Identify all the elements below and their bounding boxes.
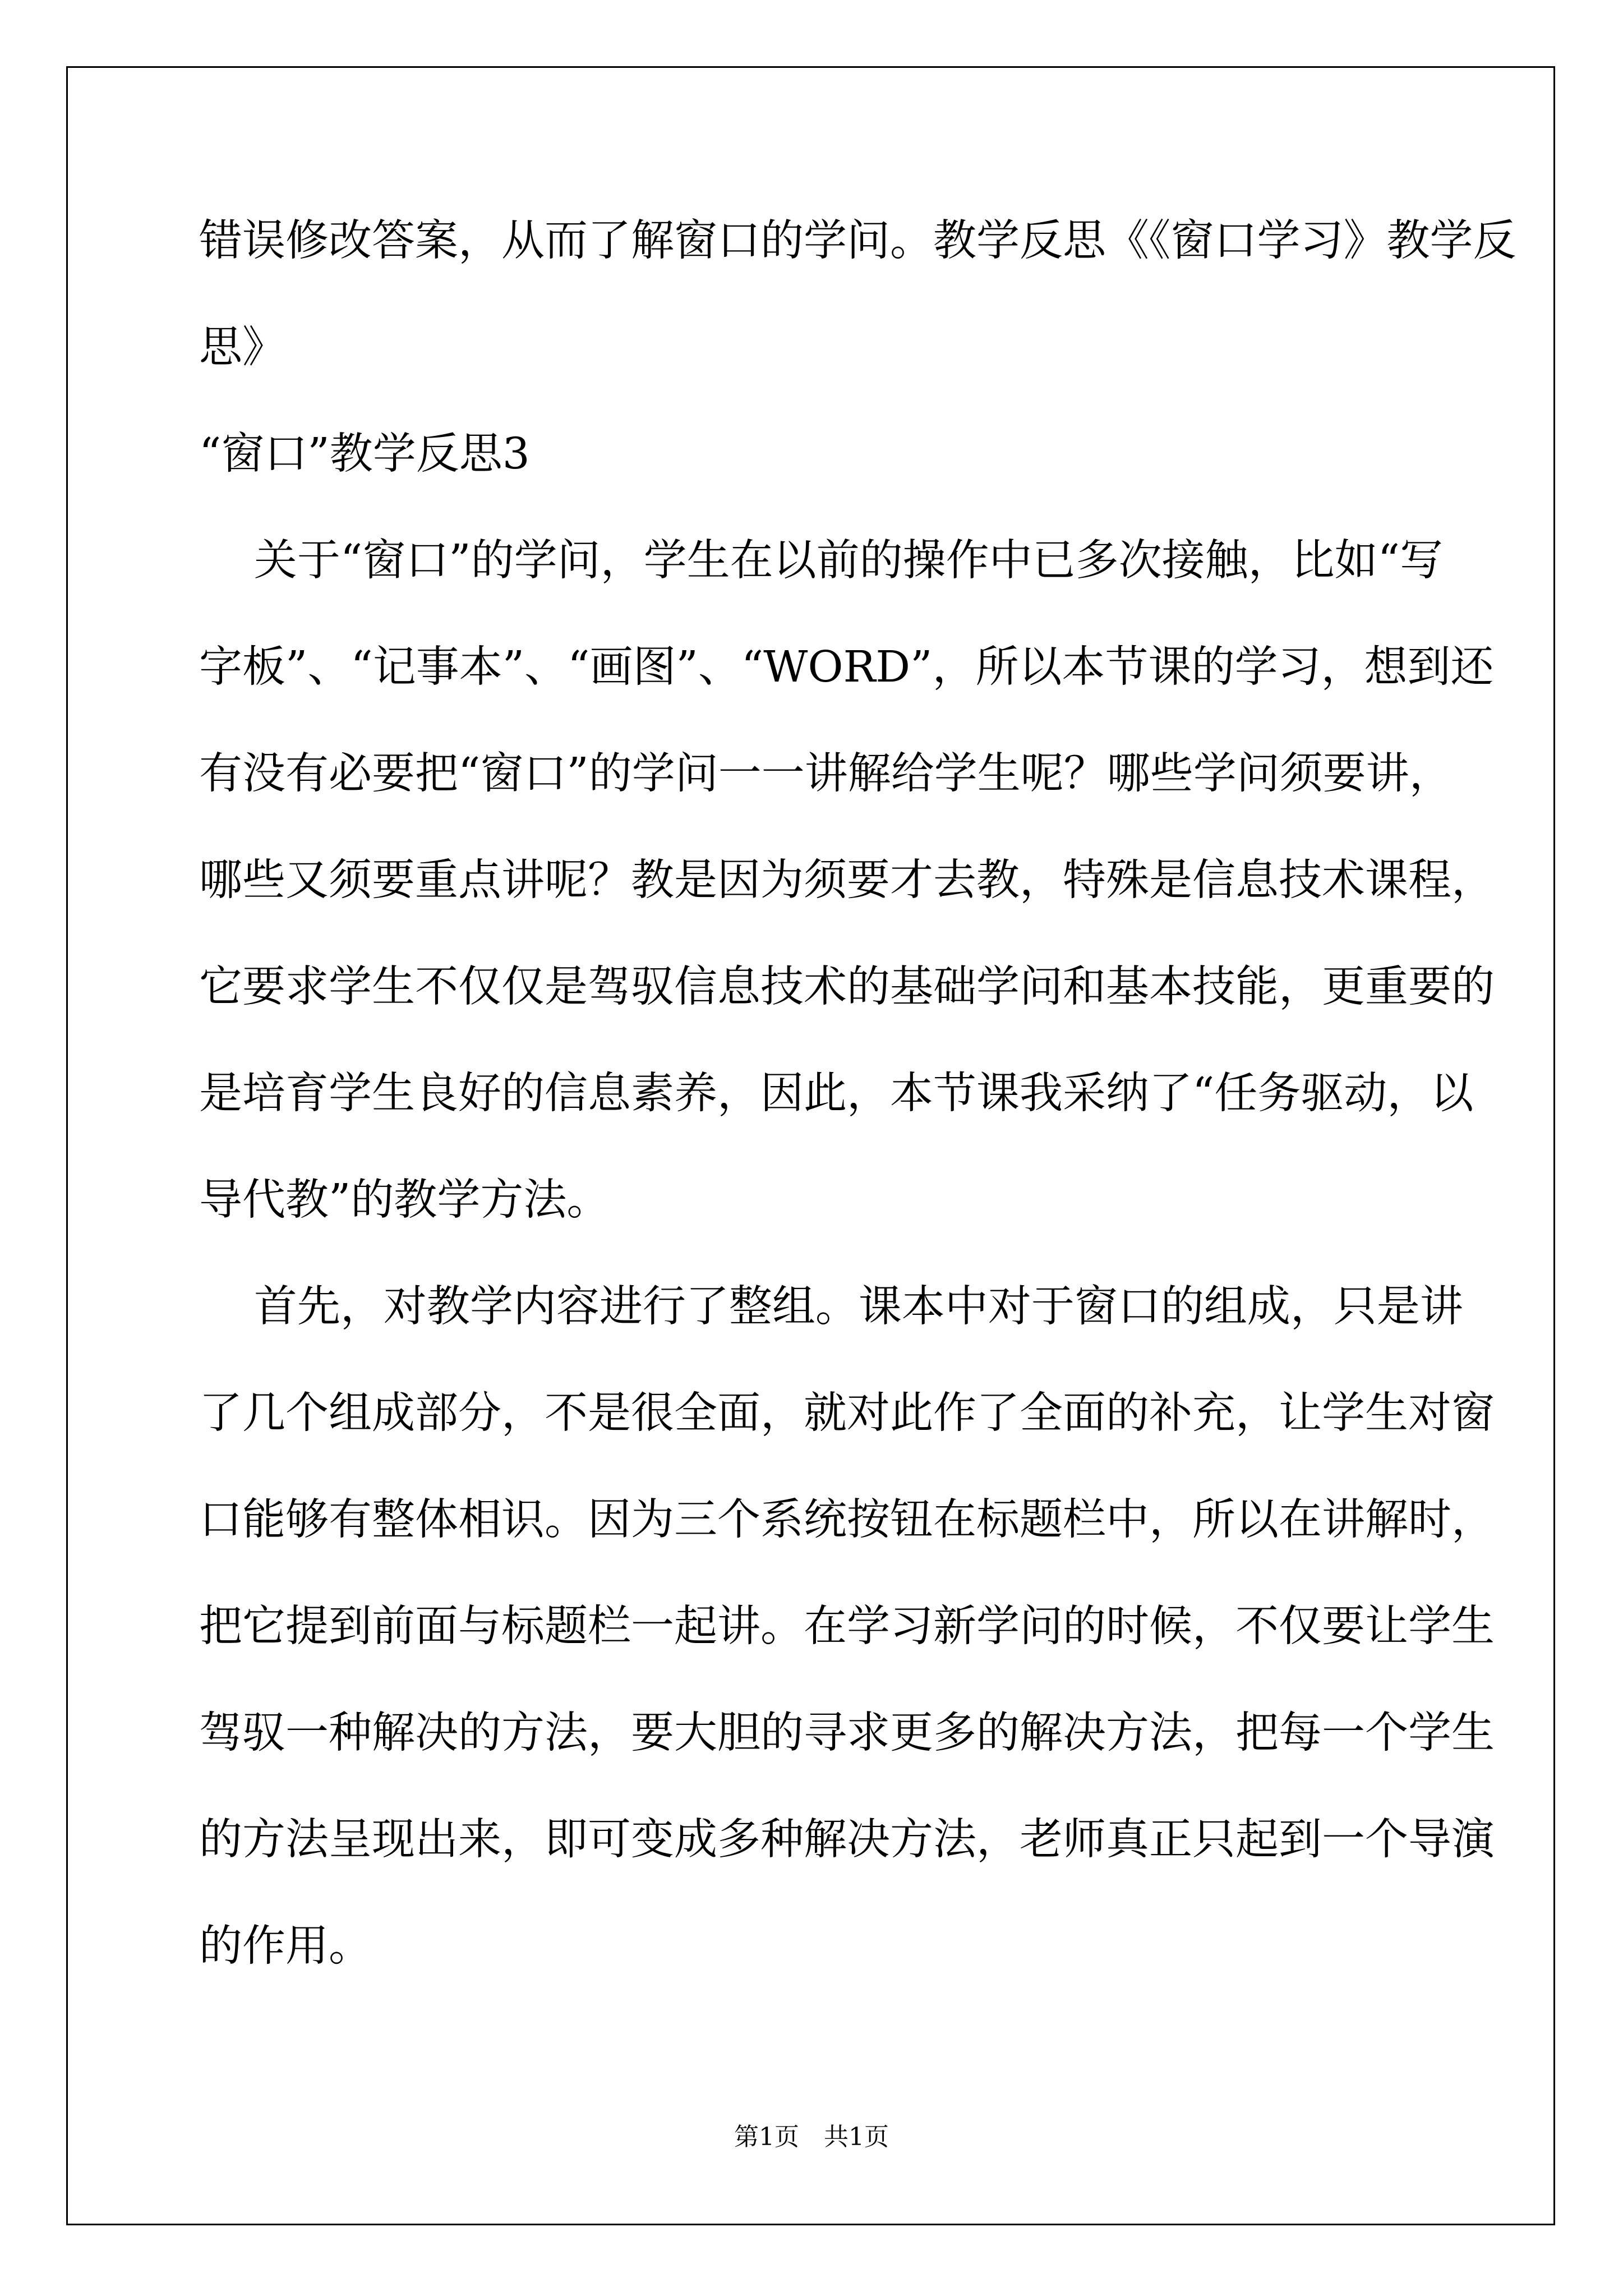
page-footer: 第1页 共1页 (734, 2123, 889, 2151)
text-line: 首先，对教学内容进行了整组。课本中对于窗口的组成，只是讲 (199, 1282, 1463, 1332)
text-line: 关于“窗口”的学问，学生在以前的操作中已多次接触，比如“写 (199, 536, 1443, 586)
text-line: 思》 (199, 323, 285, 372)
text-line: 导代教”的教学方法。 (199, 1175, 610, 1225)
text-line: 字板”、“记事本”、“画图”、“WORD”，所以本节课的学习，想到还 (199, 642, 1494, 692)
text-line: 哪些又须要重点讲呢？教是因为须要才去教，特殊是信息技术课程， (199, 855, 1495, 905)
text-line: 口能够有整体相识。因为三个系统按钮在标题栏中，所以在讲解时， (199, 1495, 1495, 1545)
text-line: 有没有必要把“窗口”的学问一一讲解给学生呢？哪些学问须要讲， (199, 749, 1453, 799)
text-line: 驾驭一种解决的方法，要大胆的寻求更多的解决方法，把每一个学生 (199, 1708, 1495, 1758)
document-body (199, 188, 1516, 2000)
text-line: 了几个组成部分，不是很全面，就对此作了全面的补充，让学生对窗 (199, 1388, 1495, 1438)
text-line: 错误修改答案，从而了解窗口的学问。教学反思《《窗口学习》教学反 (199, 216, 1516, 266)
text-line: 把它提到前面与标题栏一起讲。在学习新学问的时候，不仅要让学生 (199, 1602, 1495, 1651)
text-line: “窗口”教学反思3 (199, 429, 530, 479)
text-line: 的方法呈现出来，即可变成多种解决方法，老师真正只起到一个导演 (199, 1815, 1495, 1865)
text-line: 它要求学生不仅仅是驾驭信息技术的基础学问和基本技能，更重要的 (199, 962, 1495, 1012)
text-line: 的作用。 (199, 1921, 372, 1971)
text-line: 是培育学生良好的信息素养，因此，本节课我采纳了“任务驱动，以 (199, 1069, 1474, 1119)
